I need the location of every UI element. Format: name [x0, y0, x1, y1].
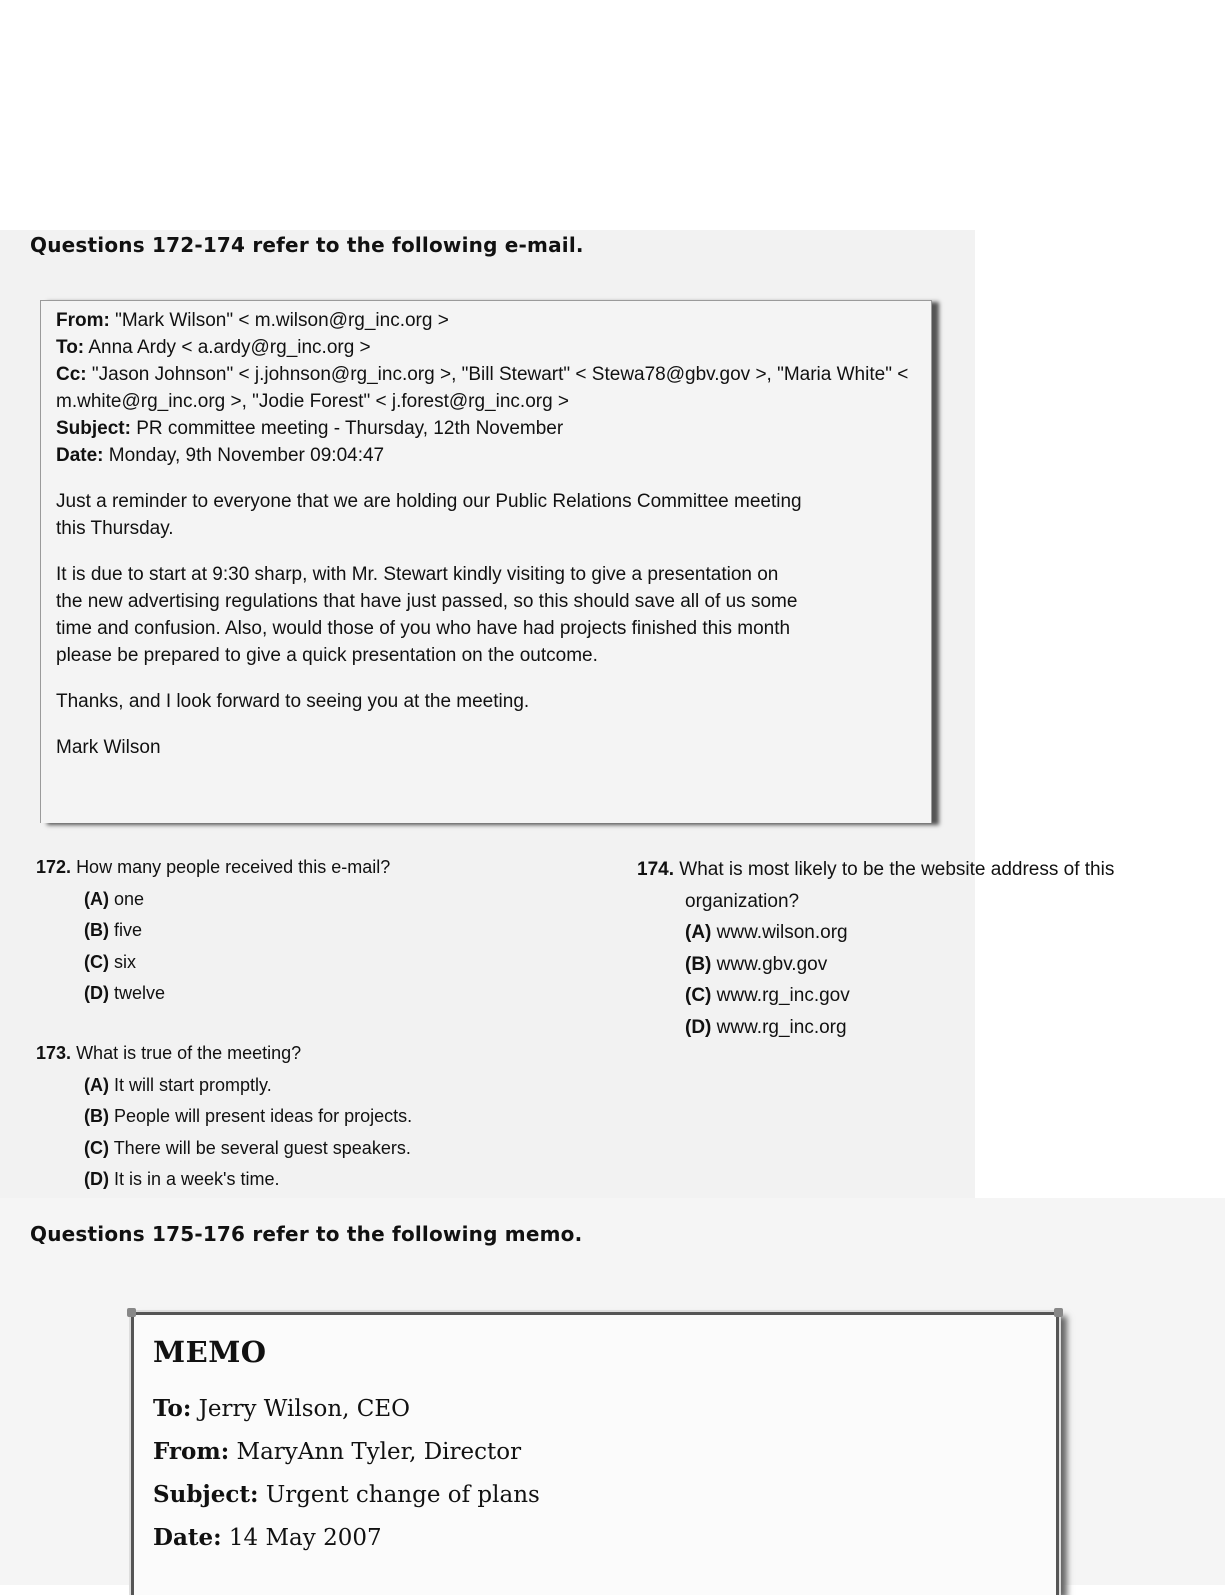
option-d[interactable]: (D) It is in a week's time. — [84, 1169, 280, 1189]
email-subject: Subject: PR committee meeting - Thursday, 12th November — [56, 418, 564, 439]
email-from: From: "Mark Wilson" < m.wilson@rg_inc.org > — [56, 310, 449, 331]
question-174: 174. What is most likely to be the website address of this organization? (A) www.wilson.org (B) www.gbv.gov (C) www.rg_inc.gov (D) www.rg_inc.org — [637, 854, 1114, 1043]
option-c[interactable]: (C) www.rg_inc.gov — [685, 985, 850, 1006]
option-a[interactable]: (A) www.wilson.org — [685, 922, 848, 943]
option-c[interactable]: (C) six — [84, 951, 137, 972]
email-paragraph-2: It is due to start at 9:30 sharp, with Mr. Stewart kindly visiting to give a presentation on the new advertising regulations that have just passed, so this should save all of us some time and confusion. Also, would those of you who have had projects finished this month please be prepared to give a quick presentation on the outcome. — [56, 564, 798, 666]
memo-from: From: MaryAnn Tyler, Director — [153, 1438, 522, 1465]
memo-subject: Subject: Urgent change of plans — [153, 1481, 540, 1508]
email-date: Date: Monday, 9th November 09:04:47 — [56, 445, 385, 466]
memo-to: To: Jerry Wilson, CEO — [153, 1395, 411, 1422]
email-cc: Cc: "Jason Johnson" < j.johnson@rg_inc.org >, "Bill Stewart" < Stewa78@gbv.gov >, "Maria White" < — [56, 364, 909, 385]
option-a[interactable]: (A) one — [84, 888, 145, 909]
email-paragraph-3: Thanks, and I look forward to seeing you at the meeting. — [56, 691, 530, 712]
question-173: 173. What is true of the meeting? (A) It will start promptly. (B) People will present ideas for projects. (C) There will be several guest speakers. (D) It is in a week's time. — [36, 1038, 412, 1196]
email-paragraph-1: Just a reminder to everyone that we are holding our Public Relations Committee meeting this Thursday. — [56, 491, 802, 539]
question-172: 172. How many people received this e-mail? (A) one (B) five (C) six (D) twelve — [36, 852, 390, 1010]
option-d[interactable]: (D) www.rg_inc.org — [685, 1016, 847, 1038]
corner-pin-icon — [127, 1308, 136, 1317]
email-to: To: Anna Ardy < a.ardy@rg_inc.org > — [56, 337, 371, 358]
memo-date: Date: 14 May 2007 — [153, 1524, 382, 1551]
heading-email: Questions 172-174 refer to the following e-mail. — [30, 233, 584, 257]
email-cc-cont: m.white@rg_inc.org >, "Jodie Forest" < j.forest@rg_inc.org > — [56, 391, 570, 412]
option-b[interactable]: (B) www.gbv.gov — [685, 953, 828, 975]
option-c[interactable]: (C) There will be several guest speakers. — [84, 1137, 411, 1158]
memo-title: MEMO — [153, 1335, 267, 1369]
option-a[interactable]: (A) It will start promptly. — [84, 1074, 272, 1095]
option-d[interactable]: (D) twelve — [84, 983, 166, 1003]
heading-memo: Questions 175-176 refer to the following memo. — [30, 1222, 583, 1246]
email-panel — [40, 300, 932, 823]
option-b[interactable]: (B) five — [84, 920, 143, 940]
option-b[interactable]: (B) People will present ideas for projects. — [84, 1106, 413, 1126]
memo-panel — [131, 1312, 1059, 1595]
corner-pin-icon — [1054, 1308, 1063, 1317]
email-signature: Mark Wilson — [56, 737, 161, 758]
